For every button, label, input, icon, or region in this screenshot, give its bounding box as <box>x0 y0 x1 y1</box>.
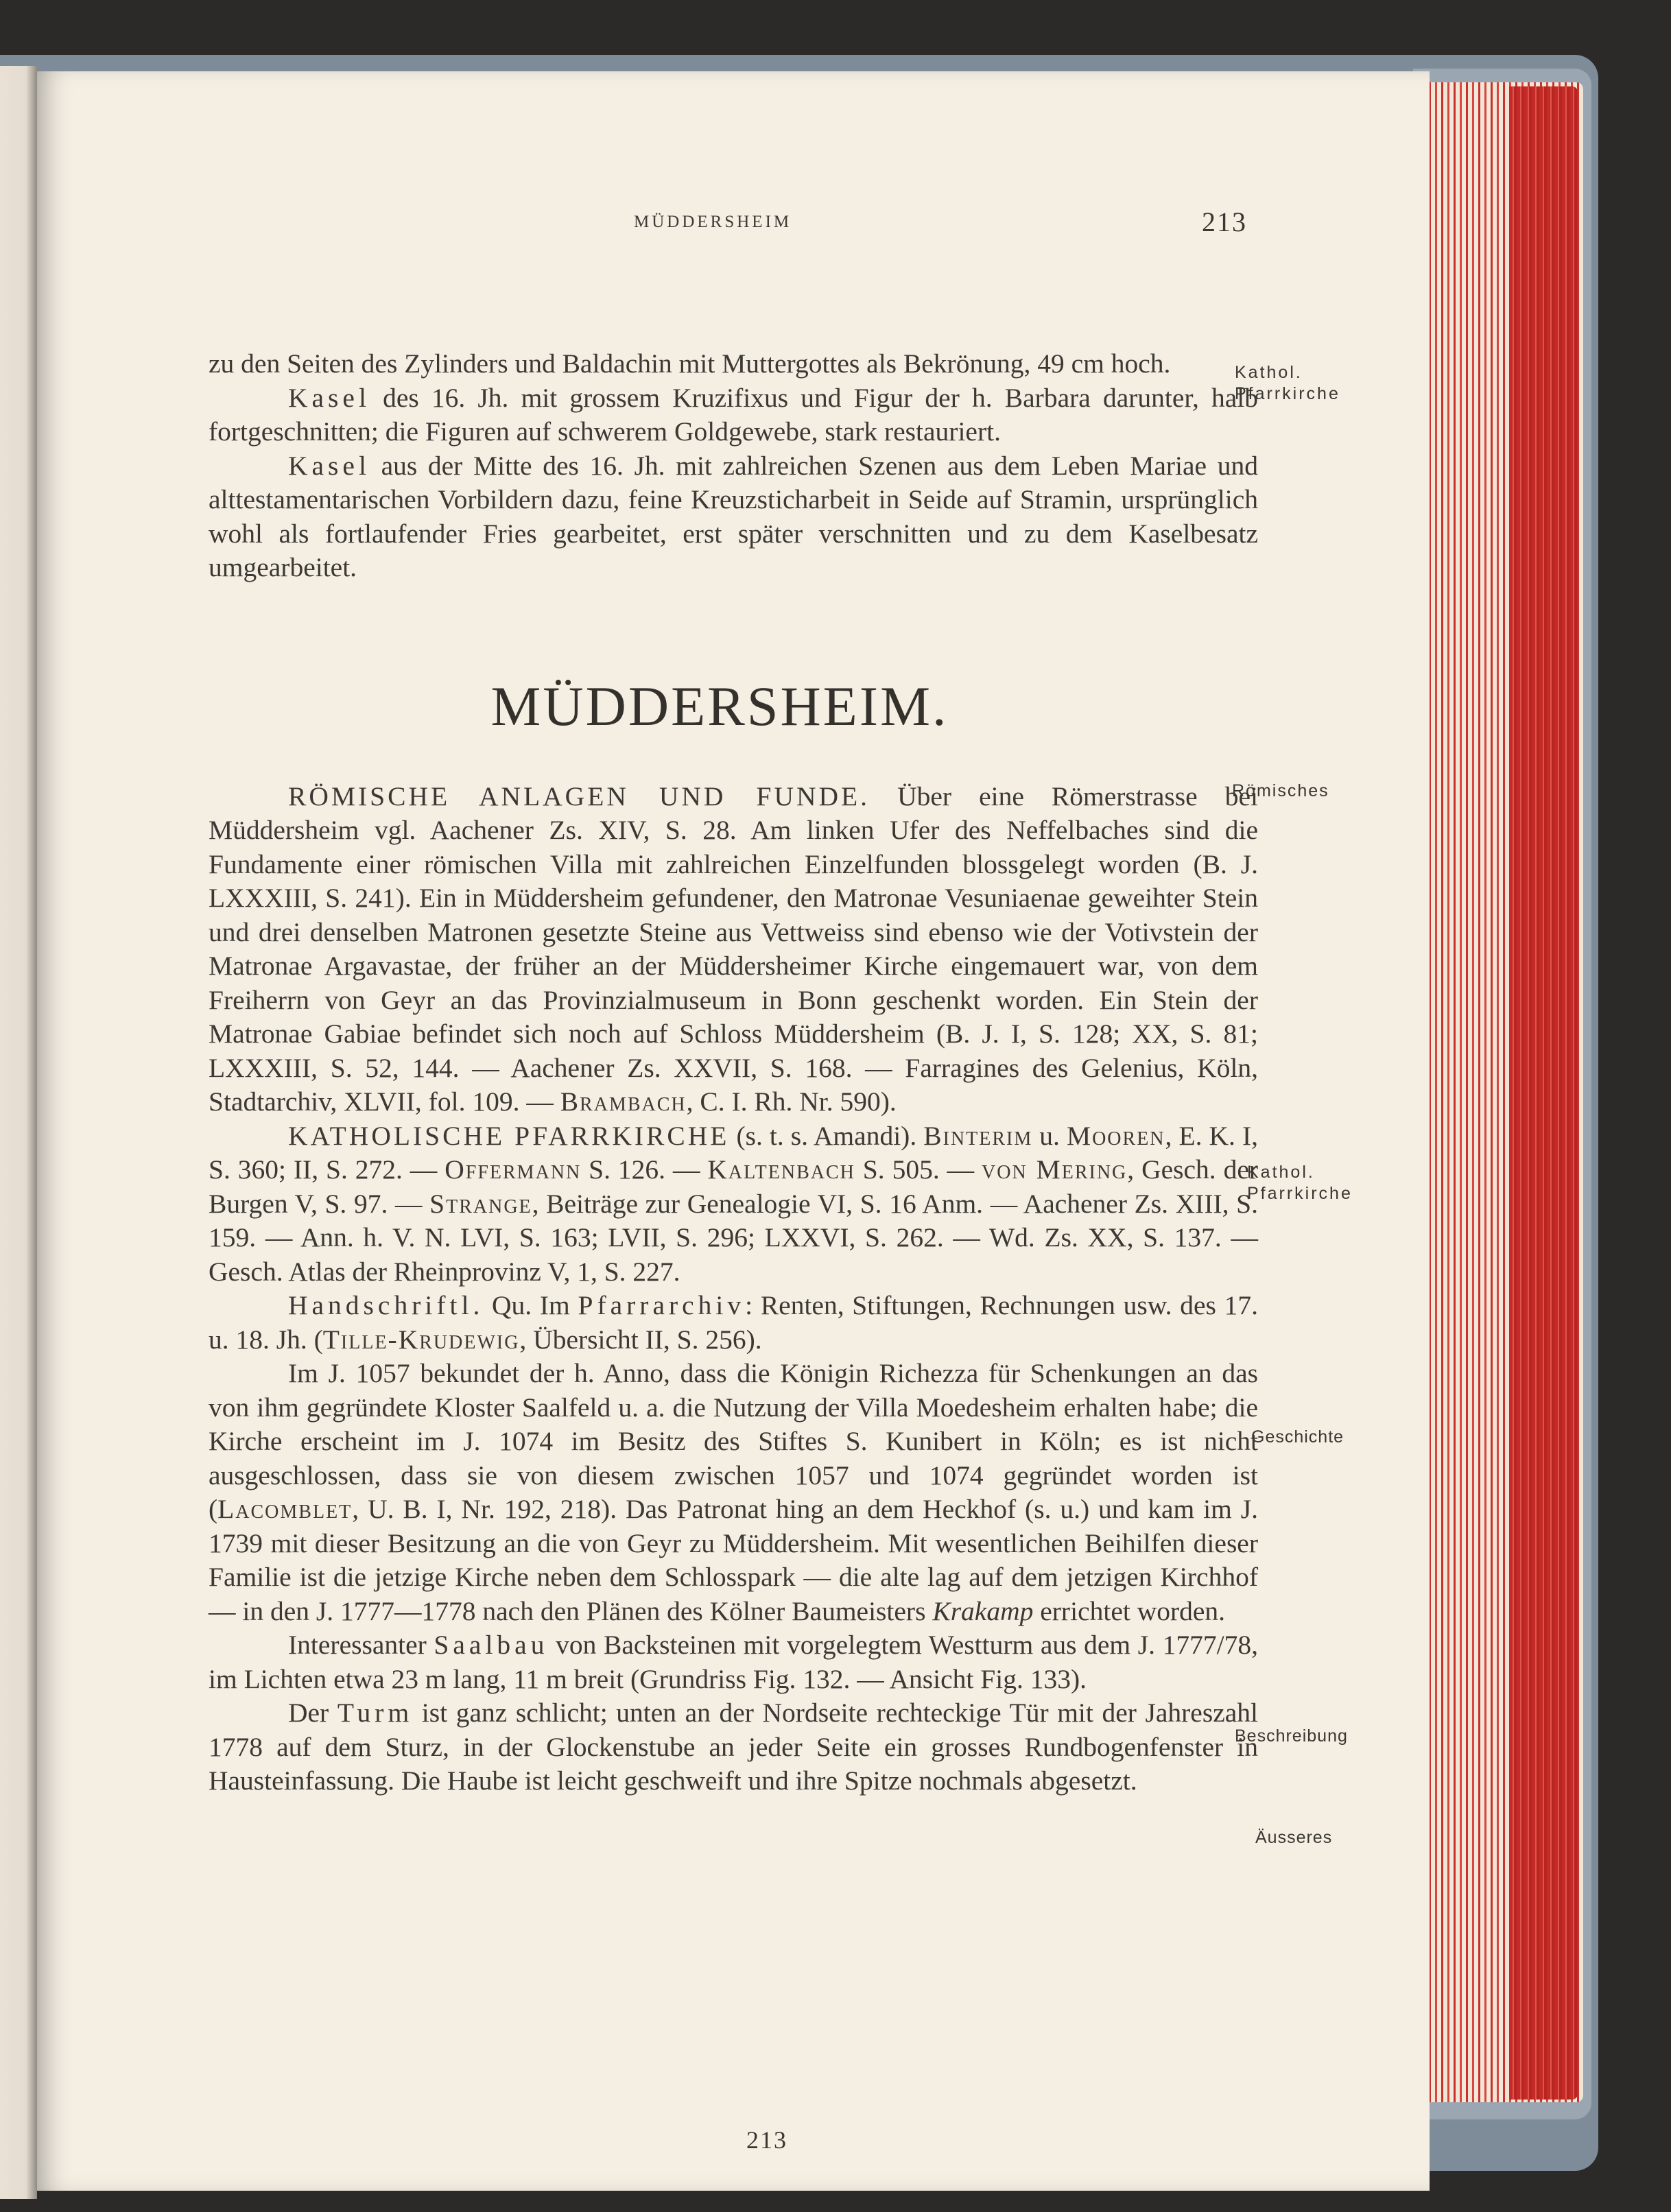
author-name: Mooren <box>1066 1120 1165 1151</box>
exterior-lead: Turm <box>337 1698 414 1728</box>
margin-note-line: Äusseres <box>1255 1828 1333 1847</box>
kasel-lead: Kasel <box>288 382 370 413</box>
author-name: von Mering <box>982 1154 1128 1185</box>
history-text: Im J. 1057 bekundet der h. Anno, dass die Königin Richezza für Schenkungen an das von ihm gegründete Kloster Saalfeld u. a. die Nutzung der Villa Moedesheim erhalten habe; die Kirche erscheint im J. 1074 im Besitz des Stiftes S. Kunibert in Köln; es ist nicht ausgeschlossen, dass sie von diesem zwischen 1057 und 1074 gegründet worden ist ( <box>209 1358 1258 1524</box>
margin-note-line: Geschichte <box>1251 1427 1344 1447</box>
author-name: Lacomblet <box>217 1494 353 1524</box>
margin-note-kathol-pfarrkirche-2 <box>1247 1162 1353 1204</box>
sources-text: : Renten, Stiftungen, Rechnungen usw. des 17. u. 18. Jh. ( <box>209 1290 1258 1355</box>
description-lead: Saalbau <box>434 1630 549 1660</box>
church-lead: KATHOLISCHE PFARRKIRCHE <box>288 1120 730 1151</box>
sources-paragraph <box>209 1289 1258 1357</box>
author-name: Offermann <box>445 1154 582 1185</box>
kasel-text-2: aus der Mitte des 16. Jh. mit zahlreichen Szenen aus dem Leben Mariae und alttestamentarischen Vorbildern dazu, feine Kreuzsticharbeit in Seide auf Stramin, ursprünglich wohl als fortlaufender Fries gearbeitet, erst später verschnitten und zu dem Kaselbesatz umgearbeitet. <box>209 450 1258 582</box>
church-text: (s. t. s. Amandi). <box>729 1120 924 1151</box>
kasel-lead-2: Kasel <box>288 450 370 481</box>
roman-lead: RÖMISCHE ANLAGEN UND FUNDE. <box>288 781 870 811</box>
margin-note-roemisches <box>1232 781 1329 802</box>
page-number-top: 213 <box>1202 206 1247 237</box>
church-text: S. 505. — <box>855 1154 982 1185</box>
history-text: , U. B. I, Nr. 192, 218). Das Patronat hing an dem Heckhof (s. u.) und kam im J. 1739 mit dieser Besitzung an die von Geyr zu Müddersheim. Mit wesentlichen Beihilfen dieser Familie ist die jetzige Kirche neben dem Schlosspark — die alte lag auf dem jetzigen Kirchhof — in den J. 1777—1778 nach den Plänen des Kölner Baumeisters <box>209 1494 1258 1626</box>
sources-text: , Übersicht II, S. 256). <box>519 1324 762 1355</box>
margin-note-geschichte <box>1251 1427 1344 1448</box>
author-name: Kaltenbach <box>707 1154 855 1185</box>
kasel-text: des 16. Jh. mit grossem Kruzifixus und Figur der h. Barbara darunter, halb fortgeschnitten; die Figuren auf schwerem Goldgewebe, stark restauriert. <box>209 382 1258 447</box>
intro-text: zu den Seiten des Zylinders und Baldachin mit Muttergottes als Bekrönung, 49 cm hoch. <box>209 348 1171 379</box>
sources-text: Qu. Im <box>484 1290 578 1320</box>
margin-note-beschreibung <box>1235 1726 1348 1747</box>
exterior-paragraph <box>209 1696 1258 1798</box>
church-text: S. 126. — <box>581 1154 708 1185</box>
sources-lead: Handschriftl. <box>288 1290 484 1320</box>
church-text: , Gesch. der Burgen V, S. 97. — <box>209 1154 1259 1219</box>
description-paragraph <box>209 1628 1258 1696</box>
margin-note-line: Römisches <box>1232 781 1329 800</box>
text-column <box>209 347 1258 1798</box>
sources-lead-2: Pfarrarchiv <box>578 1290 746 1320</box>
left-page-sliver <box>0 66 37 2199</box>
margin-note-line: Kathol. <box>1247 1163 1315 1182</box>
margin-note-kathol-pfarrkirche <box>1235 362 1340 405</box>
exterior-text: Der <box>288 1698 337 1728</box>
margin-note-line: Kathol. <box>1235 363 1303 382</box>
margin-note-aeusseres <box>1255 1827 1332 1848</box>
church-paragraph <box>209 1119 1258 1289</box>
church-text: u. <box>1032 1120 1067 1151</box>
church-text: , Beiträge zur Genealogie VI, S. 16 Anm. — Aachener Zs. XIII, S. 159. — Ann. h. V. N. LVI, S. 163; LVII, S. 296; LXXVI, S. 262. — Wd. Zs. XX, S. 137. — Gesch. Atlas der Rheinprovinz V, 1, S. 227. <box>209 1188 1258 1287</box>
margin-note-line: Pfarrkirche <box>1235 384 1340 403</box>
roman-paragraph <box>209 780 1258 1119</box>
architect-name: Krakamp <box>932 1595 1034 1626</box>
intro-paragraph-2 <box>209 381 1258 449</box>
description-text: von Backsteinen mit vorgelegtem Westturm aus dem J. 1777/78, im Lichten etwa 23 m lang, 11 m breit (Grundriss Fig. 132. — Ansicht Fig. 133). <box>209 1630 1258 1694</box>
author-name: Strange <box>429 1188 532 1219</box>
running-head: MÜDDERSHEIM <box>634 213 792 231</box>
book-page <box>37 71 1430 2191</box>
margin-note-line: Beschreibung <box>1235 1726 1348 1746</box>
history-paragraph <box>209 1357 1258 1628</box>
roman-text: Über eine Römerstrasse bei Müddersheim vgl. Aachener Zs. XIV, S. 28. Am linken Ufer des Neffelbaches sind die Fundamente einer römischen Villa mit zahlreichen Einzelfunden blossgelegt worden (B. J. LXXXIII, S. 241). Ein in Müddersheim gefundener, den Matronae Vesuniaenae geweihter Stein und drei denselben Matronen gesetzte Steine aus Vettweiss sind ebenso wie der Votivstein der Matronae Argavastae, der früher an der Müddersheimer Kirche eingemauert war, von dem Freiherrn von Geyr an das Provinzialmuseum in Bonn geschenkt worden. Ein Stein der Matronae Gabiae befindet sich noch auf Schloss Müddersheim (B. J. I, S. 128; XX, S. 81; LXXXIII, S. 52, 144. — Aachener Zs. XXVII, S. 168. — Farragines des Gelenius, Köln, Stadtarchiv, XLVII, fol. 109. — <box>209 781 1258 1117</box>
intro-paragraph-3 <box>209 449 1258 585</box>
author-name: Binterim <box>923 1120 1033 1151</box>
author-brambach: Brambach <box>560 1086 687 1117</box>
exterior-text: ist ganz schlicht; unten an der Nordseite rechteckige Tür mit der Jahreszahl 1778 auf dem Sturz, in der Glockenstube an jeder Seite ein grosses Rundbogenfenster in Hausteinfassung. Die Haube ist leicht geschweift und ihre Spitze nochmals abgesetzt. <box>209 1698 1258 1796</box>
page-number-bottom: 213 <box>746 2126 787 2154</box>
history-text: errichtet worden. <box>1033 1595 1226 1626</box>
intro-paragraph-1 <box>209 347 1258 381</box>
section-title: MÜDDERSHEIM. <box>490 674 949 737</box>
church-text: , E. K. I, S. 360; II, S. 272. — <box>209 1120 1258 1185</box>
page-edges-red <box>1509 86 1578 2100</box>
author-name: Tille-Krudewig <box>322 1324 520 1355</box>
margin-note-line: Pfarrkirche <box>1247 1184 1353 1203</box>
description-text: Interessanter <box>288 1630 434 1660</box>
roman-text-end: , C. I. Rh. Nr. 590). <box>686 1086 897 1117</box>
